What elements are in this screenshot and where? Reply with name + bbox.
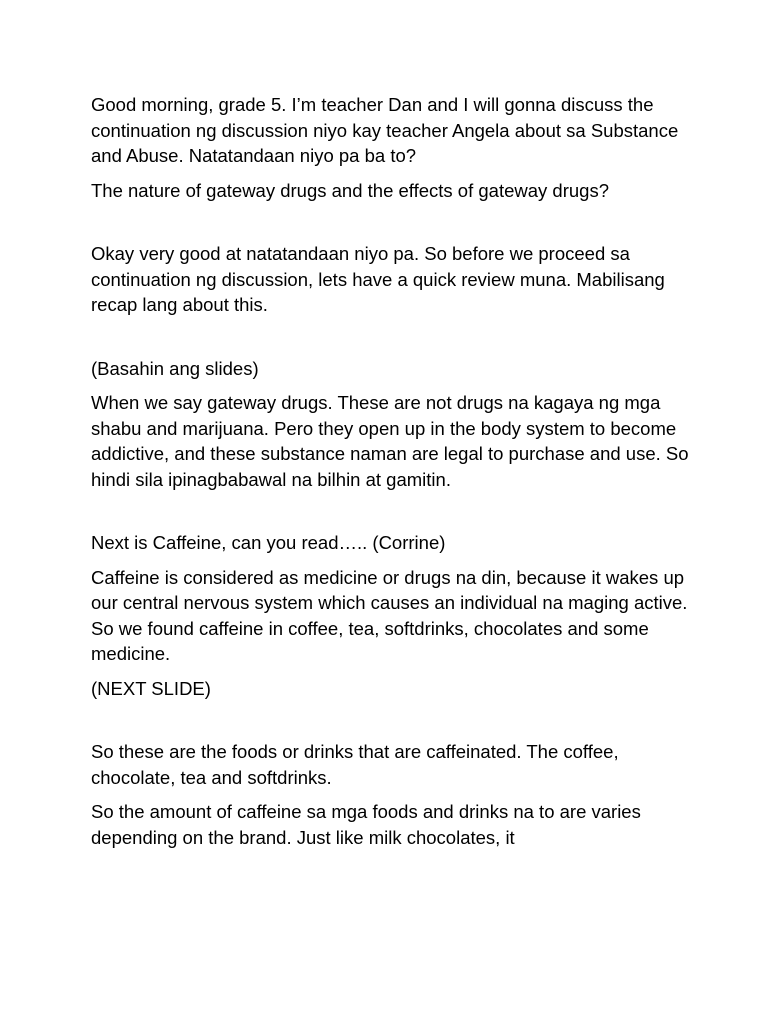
paragraph-caffeine-prompt: Next is Caffeine, can you read….. (Corrine) — [91, 532, 446, 553]
paragraph-greeting: Good morning, grade 5. I’m teacher Dan and I will gonna discuss the continuation ng discussion niyo kay teacher Angela about sa Substance and Abuse. Natatandaan niyo pa ba to? — [91, 94, 679, 166]
paragraph-caffeinated-foods: So these are the foods or drinks that are caffeinated. The coffee, chocolate, tea and softdrinks. — [91, 741, 619, 788]
paragraph-next-slide: (NEXT SLIDE) — [91, 677, 211, 699]
paragraph-question: The nature of gateway drugs and the effects of gateway drugs? — [91, 179, 609, 201]
paragraph-caffeine-definition: Caffeine is considered as medicine or drugs na din, because it wakes up our central nervous system which causes an individual na maging active. So we found caffeine in coffee, tea, softdrinks, chocolates and some medicine. — [91, 566, 688, 664]
paragraph-review: Okay very good at natatandaan niyo pa. So before we proceed sa continuation ng discussion, lets have a quick review muna. Mabilisang recap lang about this. — [91, 243, 665, 315]
document-body — [91, 92, 701, 859]
paragraph-gateway-drugs: When we say gateway drugs. These are not drugs na kagaya ng mga shabu and marijuana. Pero they open up in the body system to become addictive, and these substance naman are legal to purchase and use. So hindi sila ipinagbabawal na bilhin at gamitin. — [91, 392, 689, 490]
paragraph-slides-note: (Basahin ang slides) — [91, 357, 259, 379]
paragraph-caffeine-amount: So the amount of caffeine sa mga foods and drinks na to are varies depending on the brand. Just like milk chocolates, it — [91, 801, 641, 848]
